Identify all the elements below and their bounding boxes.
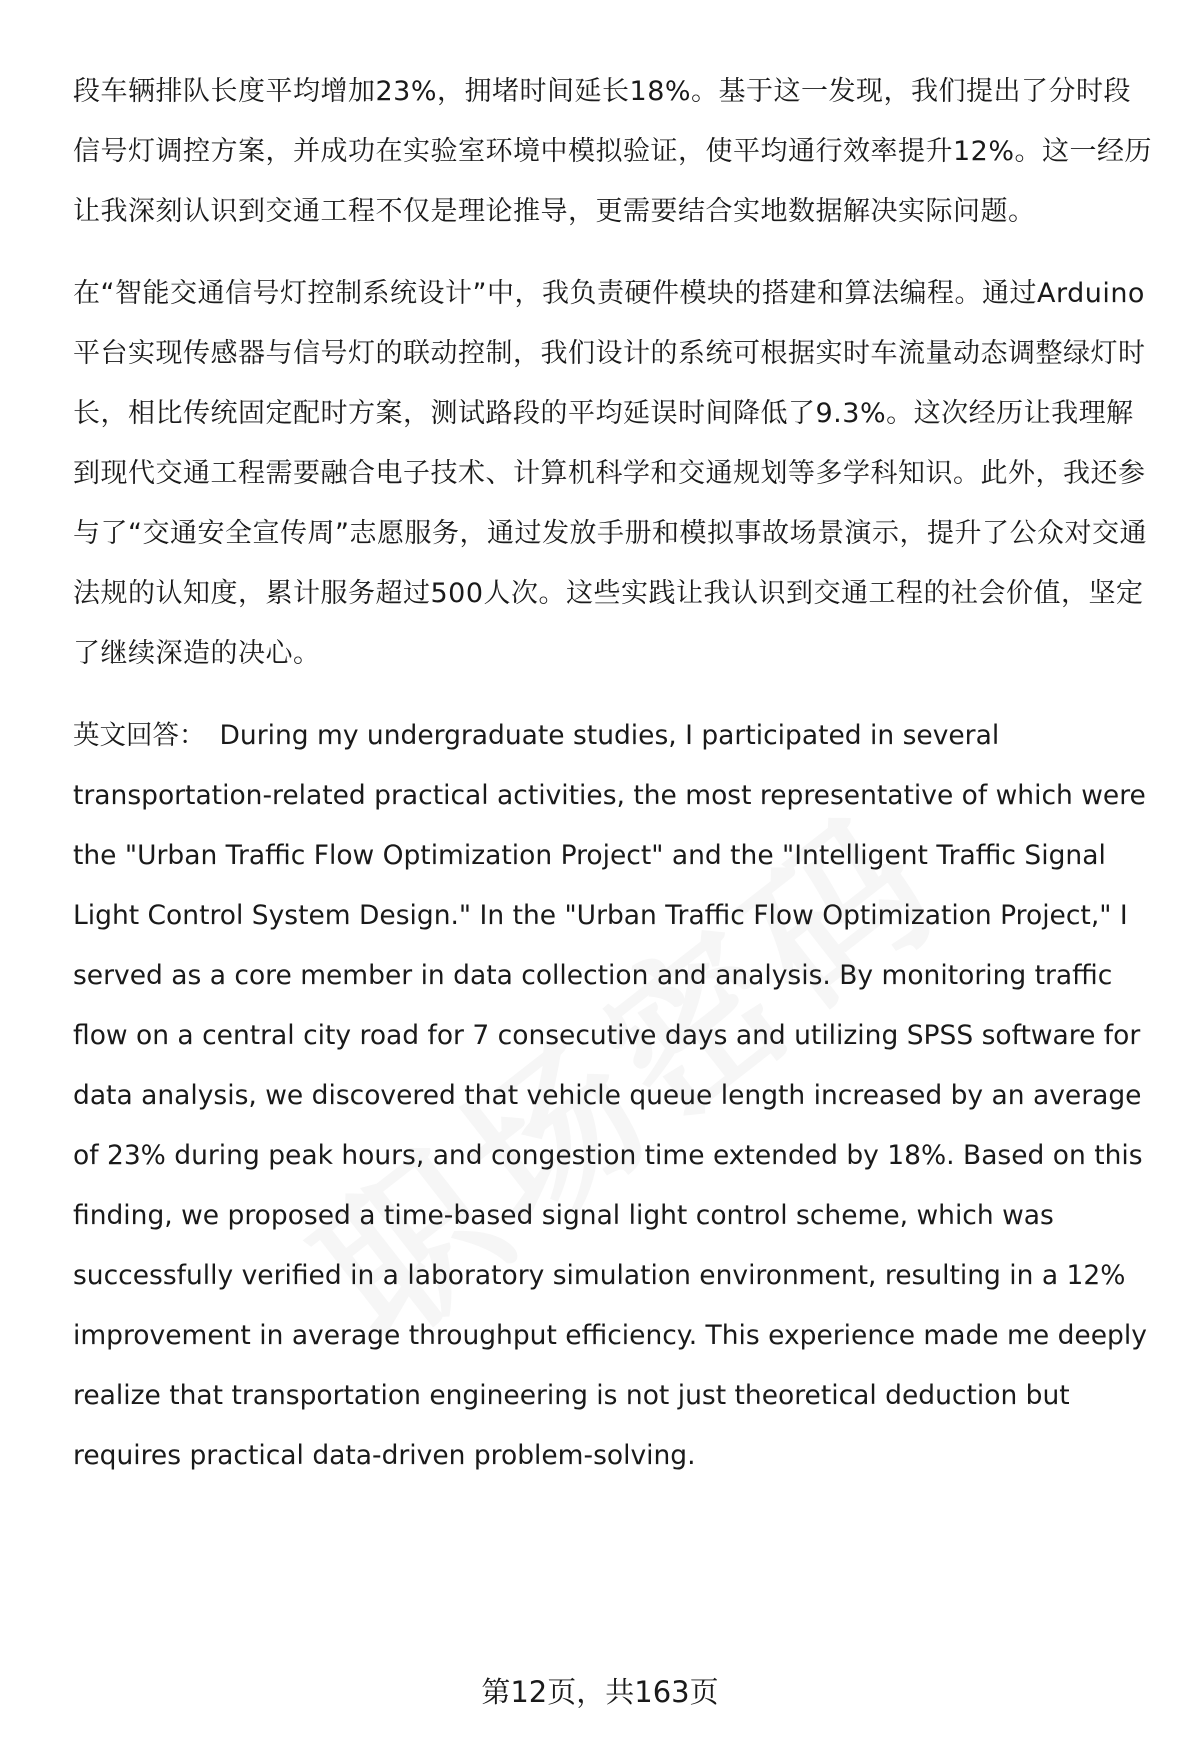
paragraph-continuation: 段车辆排队长度平均增加23%，拥堵时间延长18%。基于这一发现，我们提出了分时段信号灯调控方案，并成功在实验室环境中模拟验证，使平均通行效率提升12%。这一经历让我深刻认识到交通工程不仅是理论推导，更需要结合实地数据解决实际问题。 <box>73 76 1153 227</box>
english-answer-label: 英文回答： <box>73 720 206 751</box>
document-body <box>73 62 1153 1486</box>
paragraph-english-answer <box>73 706 1153 1486</box>
english-answer-text: During my undergraduate studies, I participated in several transportation-related practical activities, the most representative of which were the "Urban Traffic Flow Optimization Project" and the "Intelligent Traffic Signal Light Control System Design." In the "Urban Traffic Flow Optimization Project," I served as a core member in data collection and analysis. By monitoring traffic flow on a central city road for 7 consecutive days and utilizing SPSS software for data analysis, we discovered that vehicle queue length increased by an average of 23% during peak hours, and congestion time extended by 18%. Based on this finding, we proposed a time-based signal light control scheme, which was successfully verified in a laboratory simulation environment, resulting in a 12% improvement in average throughput efficiency. This experience made me deeply realize that transportation engineering is not just theoretical deduction but requires practical data-driven problem-solving. <box>73 720 1147 1471</box>
paragraph-signal-system: 在“智能交通信号灯控制系统设计”中，我负责硬件模块的搭建和算法编程。通过Arduino平台实现传感器与信号灯的联动控制，我们设计的系统可根据实时车流量动态调整绿灯时长，相比传统固定配时方案，测试路段的平均延误时间降低了9.3%。这次经历让我理解到现代交通工程需要融合电子技术、计算机科学和交通规划等多学科知识。此外，我还参与了“交通安全宣传周”志愿服务，通过发放手册和模拟事故场景演示，提升了公众对交通法规的认知度，累计服务超过500人次。这些实践让我认识到交通工程的社会价值，坚定了继续深造的决心。 <box>73 278 1147 669</box>
page-number-footer: 第12页，共163页 <box>481 1675 719 1709</box>
